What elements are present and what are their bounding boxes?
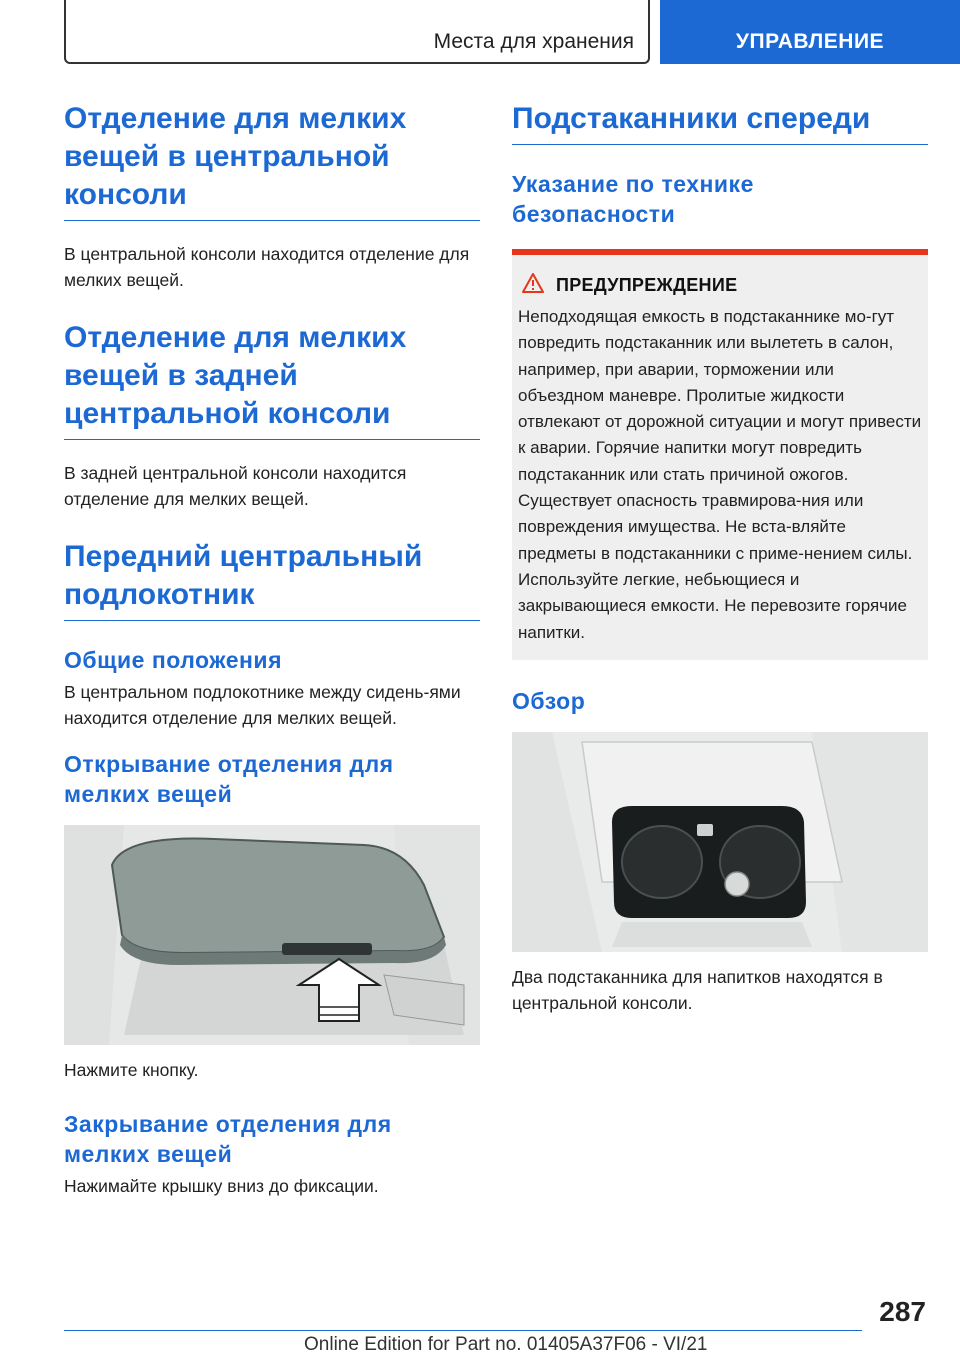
warning-box bbox=[512, 249, 928, 660]
heading-opening: Открывание отделения для мелких вещей bbox=[64, 751, 394, 807]
footer-edition: Online Edition for Part no. 01405A37F06 - VI/21 bbox=[304, 1334, 708, 1355]
warning-text: Неподходящая емкость в подстаканнике мо-гут повредить подстаканник или вылететь в салон, например, при аварии, торможении или объездном маневре. Пролитые жидкости отвлекают от дорожной ситуации и могут привести к аварии. Горячие напитки могут повредить подстаканник или стать причиной ожогов. Существует опасность травмирова-ния или повреждения имущества. Не вста-вляйте предметы в подстаканники с приме-нением силы. Используйте легкие, небьющиеся и закрывающиеся емкости. Не перевозите горячие напитки. bbox=[518, 307, 922, 642]
footer-divider bbox=[64, 1330, 862, 1331]
text-rear-compartment: В задней центральной консоли находится отделение для мелких вещей. bbox=[64, 463, 407, 509]
header-chapter-label: УПРАВЛЕНИЕ bbox=[735, 30, 885, 53]
header-section-title: Места для хранения bbox=[433, 30, 634, 53]
text-general: В центральном подлокотнике между сидень-ями находится отделение для мелких вещей. bbox=[64, 682, 461, 728]
heading-safety: Указание по технике безопасности bbox=[512, 171, 754, 227]
heading-small-compartment: Отделение для мелких вещей в центральной консоли bbox=[64, 100, 480, 221]
heading-rear-compartment: Отделение для мелких вещей в задней центральной консоли bbox=[64, 319, 480, 440]
header-frame bbox=[64, 0, 650, 64]
armrest-image bbox=[64, 825, 480, 1045]
caption-opening: Нажмите кнопку. bbox=[64, 1060, 199, 1080]
header-chapter-tab bbox=[660, 0, 960, 64]
warning-header bbox=[522, 273, 922, 298]
text-closing: Нажимайте крышку вниз до фиксации. bbox=[64, 1176, 379, 1196]
left-column bbox=[64, 100, 480, 1199]
cupholder-image bbox=[512, 732, 928, 952]
warning-triangle-icon bbox=[522, 273, 544, 298]
heading-armrest: Передний центральный подлокотник bbox=[64, 538, 480, 621]
right-column bbox=[512, 100, 928, 1016]
heading-general: Общие положения bbox=[64, 647, 282, 673]
caption-overview: Два подстаканника для напитков находятся в центральной консоли. bbox=[512, 966, 883, 1013]
page-number: 287 bbox=[879, 1296, 926, 1327]
warning-title: ПРЕДУПРЕЖДЕНИЕ bbox=[556, 275, 738, 295]
heading-cupholders: Подстаканники спереди bbox=[512, 100, 928, 145]
text-small-compartment: В центральной консоли находится отделение для мелких вещей. bbox=[64, 244, 470, 290]
heading-closing: Закрывание отделения для мелких вещей bbox=[64, 1111, 392, 1167]
heading-overview: Обзор bbox=[512, 687, 586, 714]
